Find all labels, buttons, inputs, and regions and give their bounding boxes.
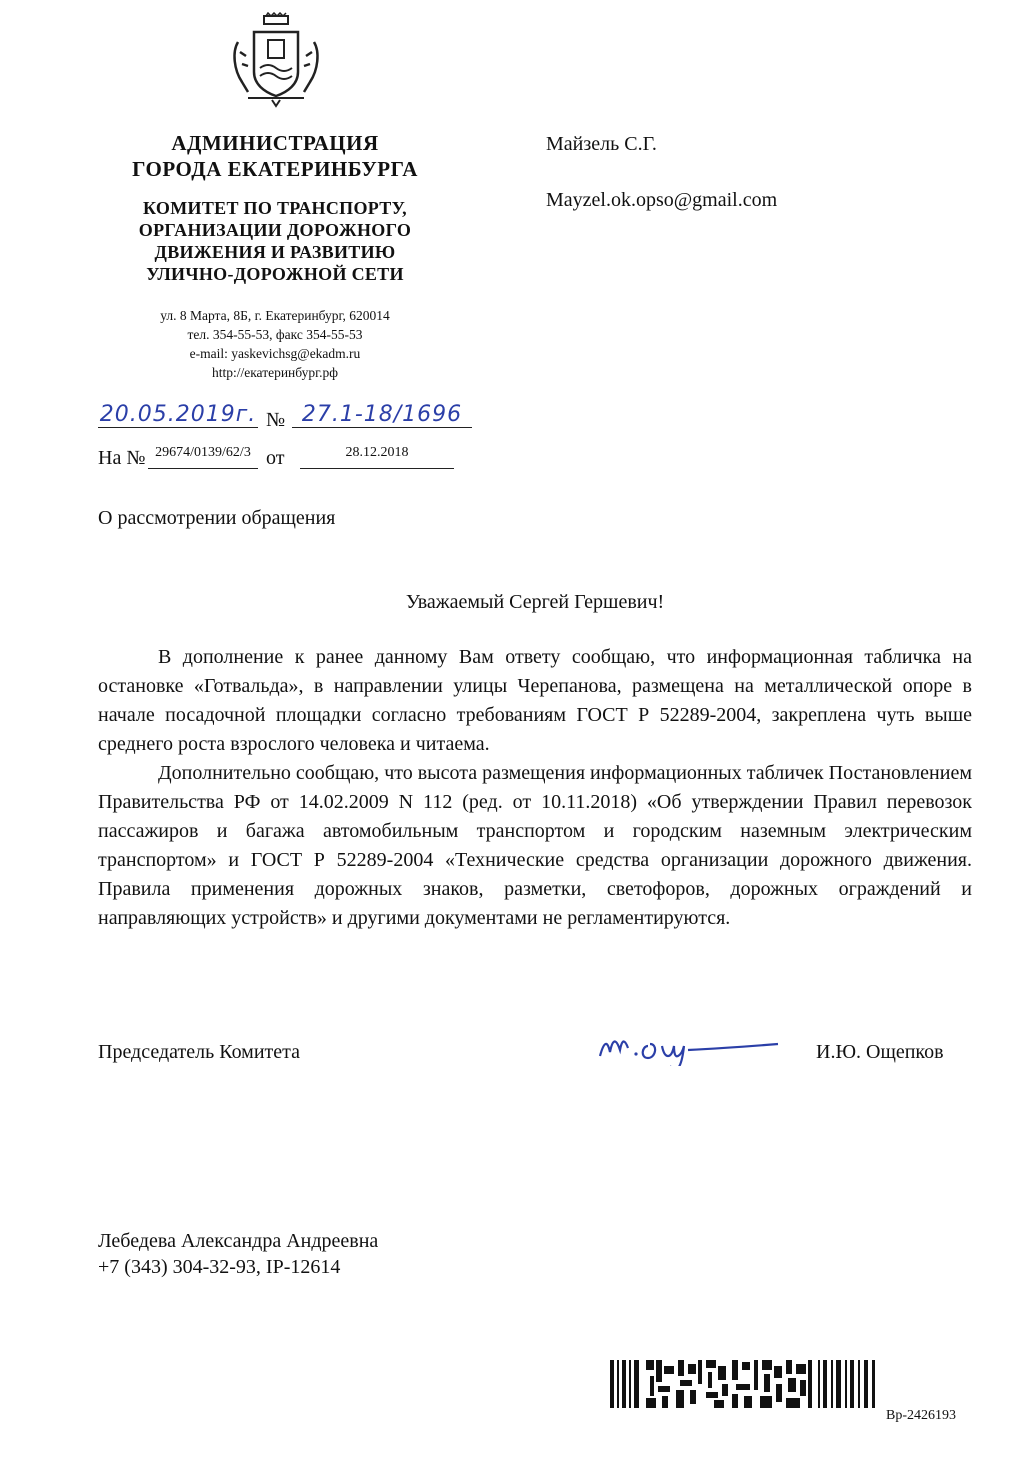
- reply-label: На №: [98, 447, 146, 469]
- registration-date: 20.05.2019г.: [99, 402, 257, 427]
- registration-number: 27.1-18/1696: [292, 402, 472, 428]
- number-label: №: [266, 409, 286, 431]
- letter-body: [98, 643, 972, 933]
- org-line2: ГОРОДА ЕКАТЕРИНБУРГА: [132, 157, 418, 181]
- email: e-mail: yaskevichsg@ekadm.ru: [189, 346, 361, 361]
- contact-block: [90, 306, 460, 382]
- signatory-name: И.Ю. Ощепков: [816, 1041, 944, 1063]
- coat-of-arms-icon: [228, 12, 324, 108]
- signatory-position: Председатель Комитета: [98, 1041, 301, 1063]
- reply-number: 29674/0139/62/3: [148, 444, 258, 469]
- committee-line: ДВИЖЕНИЯ И РАЗВИТИЮ: [154, 242, 396, 262]
- handwritten-signature-icon: [596, 1016, 786, 1066]
- document-id: Вр-2426193: [886, 1408, 956, 1423]
- barcode-icon: [610, 1360, 878, 1408]
- committee-line: ОРГАНИЗАЦИИ ДОРОЖНОГО: [138, 220, 412, 240]
- from-label: от: [266, 447, 285, 469]
- salutation: Уважаемый Сергей Гершевич!: [405, 591, 665, 613]
- paragraph: В дополнение к ранее данному Вам ответу сообщаю, что информационная табличка на остановке «Готвальда», в направлении улицы Черепанова, размещена на металлической опоре в начале посадочной площадки согласно требованиям ГОСТ Р 52289-2004, закреплена чуть выше среднего роста взрослого человека и читаема.: [98, 646, 972, 755]
- phone-fax: тел. 354-55-53, факс 354-55-53: [187, 327, 363, 342]
- committee-name: [90, 197, 460, 285]
- addressee-email: Mayzel.ok.opso@gmail.com: [546, 189, 778, 211]
- committee-line: УЛИЧНО-ДОРОЖНОЙ СЕТИ: [146, 264, 404, 284]
- address: ул. 8 Марта, 8Б, г. Екатеринбург, 620014: [160, 308, 390, 323]
- website: http://екатеринбург.рф: [211, 365, 339, 380]
- paragraph: Дополнительно сообщаю, что высота размещения информационных табличек Постановлением Правительства РФ от 14.02.2009 N 112 (ред. от 10.11.2018) «Об утверждении Правил перевозок пассажиров и багажа автомобильным транспортом и городским наземным электрическим транспортом» и ГОСТ Р 52289-2004 «Технические средства организации дорожного движения. Правила применения дорожных знаков, разметки, светофоров, дорожных ограждений и направляющих устройств» и другими документами не регламентируются.: [98, 762, 972, 929]
- org-line1: АДМИНИСТРАЦИЯ: [171, 131, 379, 155]
- organization-name: [90, 130, 460, 182]
- addressee-name: Майзель С.Г.: [546, 133, 657, 155]
- committee-line: КОМИТЕТ ПО ТРАНСПОРТУ,: [143, 198, 407, 218]
- executor-name: Лебедева Александра Андреевна: [98, 1230, 379, 1252]
- subject: О рассмотрении обращения: [98, 507, 336, 529]
- executor-phone: +7 (343) 304-32-93, IP-12614: [98, 1256, 341, 1278]
- reply-date: 28.12.2018: [300, 444, 454, 469]
